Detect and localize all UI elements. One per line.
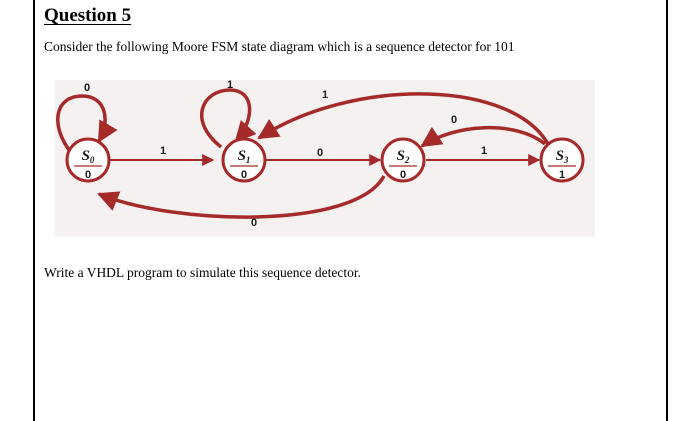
label-s0-s1: 1 [159, 145, 167, 157]
state-s1-output: 0 [240, 169, 248, 181]
state-s3 [541, 139, 583, 181]
label-s0-s0: 0 [83, 82, 91, 94]
state-s3-output: 1 [558, 169, 566, 181]
state-s1-name: $S_1$ [237, 148, 251, 165]
fsm-svg [55, 80, 595, 237]
label-s3-s2: 0 [450, 114, 458, 126]
label-s2-s3: 1 [480, 145, 488, 157]
state-s0-output: 0 [84, 169, 92, 181]
state-s2-output: 0 [399, 169, 407, 181]
state-s3-name: $S_3$ [555, 148, 569, 165]
label-s1-s1: 1 [226, 80, 234, 91]
state-s2 [382, 139, 424, 181]
state-s0 [67, 139, 109, 181]
state-s0-name: $S_0$ [81, 148, 95, 165]
question-instruction: Write a VHDL program to simulate this sequence detector. [44, 265, 361, 280]
state-s1 [223, 139, 265, 181]
label-s1-s2: 0 [316, 147, 324, 159]
label-s2-s0: 0 [250, 217, 258, 229]
state-s2-name: $S_2$ [396, 148, 410, 165]
left-border-line [33, 0, 35, 421]
question-intro: Consider the following Moore FSM state diagram which is a sequence detector for 101 [44, 39, 515, 54]
right-border-line [666, 0, 668, 421]
moore-fsm-diagram [55, 80, 595, 237]
question-title: Question 5 [44, 5, 132, 26]
transition-s3-s2 [422, 128, 545, 146]
label-s3-s1: 1 [321, 89, 329, 101]
